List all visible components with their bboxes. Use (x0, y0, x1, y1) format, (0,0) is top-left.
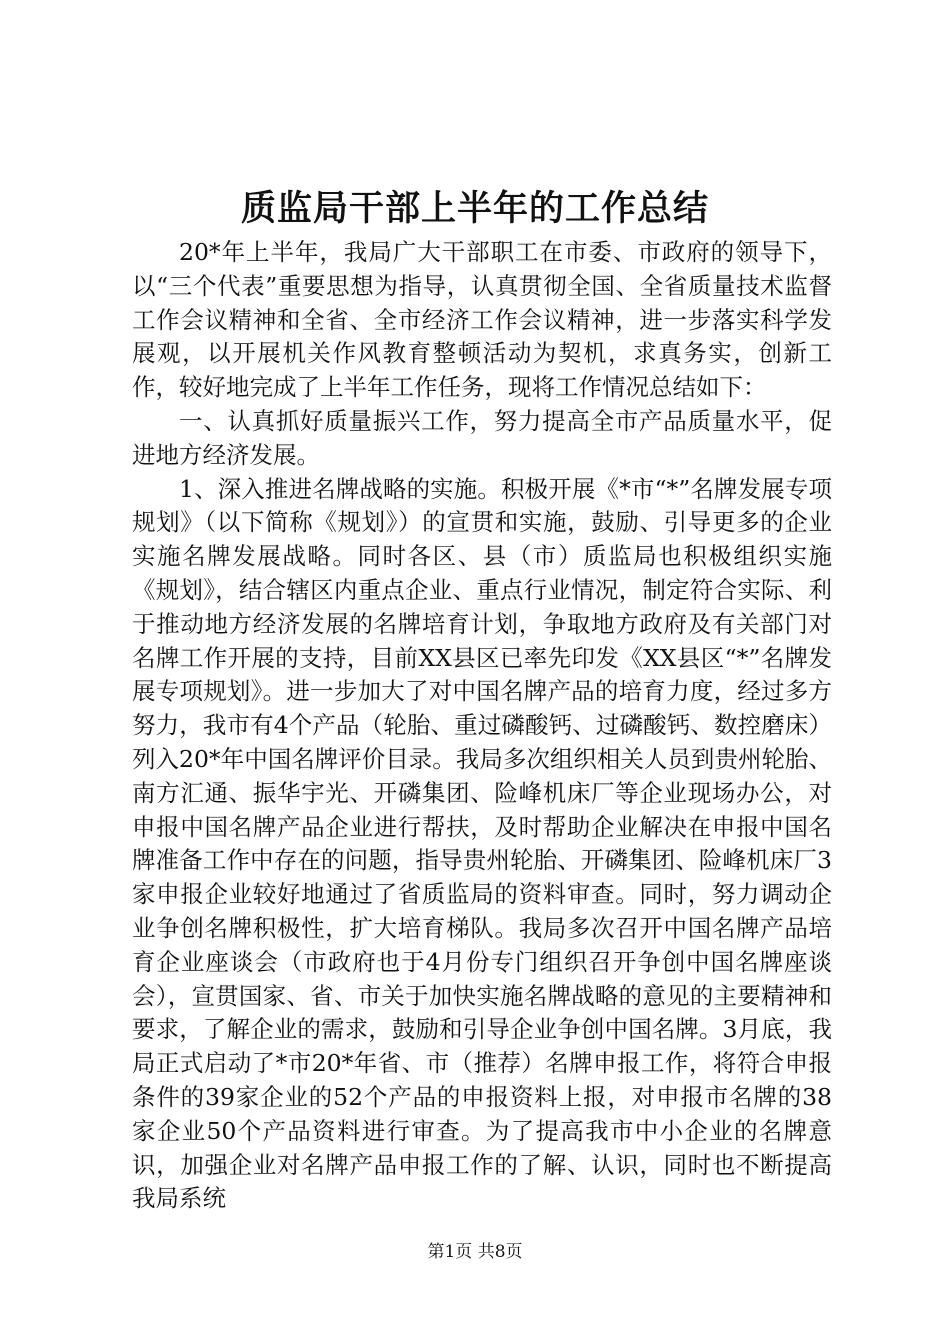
item-paragraph: 1、深入推进名牌战略的实施。积极开展《*市“*”名牌发展专项规划》（以下简称《规划》）的宣贯和实施，鼓励、引导更多的企业实施名牌发展战略。同时各区、县（市）质监局也积极组织实施《规划》，结合辖区内重点企业、重点行业情况，制定符合实际、利于推动地方经济发展的名牌培育计划，争取地方政府及有关部门对名牌工作开展的支持，目前XX县区已率先印发《XX县区“*”名牌发展专项规划》。进一步加大了对中国名牌产品的培育力度，经过多方努力，我市有4个产品（轮胎、重过磷酸钙、过磷酸钙、数控磨床）列入20*年中国名牌评价目录。我局多次组织相关人员到贵州轮胎、南方汇通、振华宇光、开磷集团、险峰机床厂等企业现场办公，对申报中国名牌产品企业进行帮扶，及时帮助企业解决在申报中国名牌准备工作中存在的问题，指导贵州轮胎、开磷集团、险峰机床厂3家申报企业较好地通过了省质监局的资料审查。同时，努力调动企业争创名牌积极性，扩大培育梯队。我局多次召开中国名牌产品培育企业座谈会（市政府也于4月份专门组织召开争创中国名牌座谈会），宣贯国家、省、市关于加快实施名牌战略的意见的主要精神和要求，了解企业的需求，鼓励和引导企业争创中国名牌。3月底，我局正式启动了*市20*年省、市（推荐）名牌申报工作，将符合申报条件的39家企业的52个产品的申报资料上报，对申报市名牌的38家企业50个产品资料进行审查。为了提高我市中小企业的名牌意识，加强企业对名牌产品申报工作的了解、认识，同时也不断提高我局系统 (132, 474, 832, 1213)
section-heading: 一、认真抓好质量振兴工作，努力提高全市产品质量水平，促进地方经济发展。 (132, 406, 832, 469)
document-body (132, 236, 832, 1216)
intro-paragraph: 20*年上半年，我局广大干部职工在市委、市政府的领导下，以“三个代表”重要思想为指导，认真贯彻全国、全省质量技术监督工作会议精神和全省、全市经济工作会议精神，进一步落实科学发展观，以开展机关作风教育整顿活动为契机，求真务实，创新工作，较好地完成了上半年工作任务，现将工作情况总结如下： (132, 238, 832, 402)
page-footer: 第1页 共8页 (427, 1242, 523, 1262)
document-title: 质监局干部上半年的工作总结 (240, 188, 709, 229)
